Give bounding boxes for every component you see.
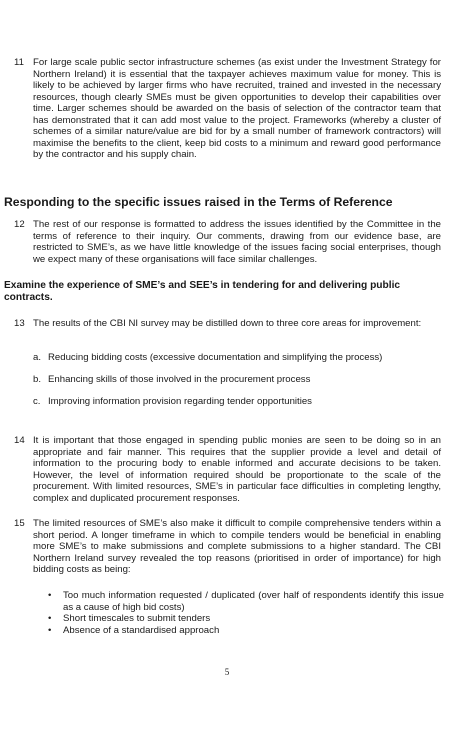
paragraph-15: The limited resources of SME’s also make it difficult to compile comprehensive tenders within a short period. A longer timeframe in which to compile tenders would be beneficial in enabling more SME’s to make submissions and complete submissions to a higher standard. The CBI Northern Ireland survey revealed the top reasons (prioritised in order of importance) for high bidding costs as being: — [33, 518, 441, 575]
page-number: 5 — [224, 667, 230, 677]
list-item-text: Reducing bidding costs (excessive documentation and simplifying the process) — [48, 352, 383, 363]
list-letter: c. — [33, 396, 41, 407]
list-letter: a. — [33, 352, 42, 363]
paragraph-number-13: 13 — [14, 318, 25, 329]
list-item-text: Enhancing skills of those involved in the procurement process — [48, 374, 311, 385]
paragraph-11: For large scale public sector infrastructure schemes (as exist under the Investment Strategy for Northern Ireland) it is essential that the taxpayer achieves maximum value for money. This is likely to be achieved by larger firms who have recruited, trained and invested in the necessary resources, though clearly SMEs must be given opportunities to develop their capabilities over time. Larger schemes should be awarded on the basis of selection of the contractor team that has demonstrated that it can add most value to the project. Frameworks (whereby a cluster of schemes of a similar nature/value are bid for by a small number of framework contractors) will maximise the benefits to the client, keep bid costs to a minimum and reward good performance by the contractor and his supply chain. — [33, 57, 441, 160]
paragraph-number-14: 14 — [14, 435, 25, 446]
bullet-item: • Absence of a standardised approach — [48, 625, 444, 637]
paragraph-number-15: 15 — [14, 518, 25, 529]
paragraph-number-11: 11 — [14, 57, 24, 68]
paragraph-14: It is important that those engaged in spending public monies are seen to be doing so in an appropriate and fair manner. This requires that the supplier provide a level and detail of information to the procuring body to enable informed and accurate decisions to be taken. However, the level of information required should be proportionate to the scale of the procurement. With limited resources, SME’s in particular face difficulties in completing lengthy, complex and duplicated procurement responses. — [33, 435, 441, 504]
bullet-item: • Short timescales to submit tenders — [48, 613, 444, 625]
paragraph-13: The results of the CBI NI survey may be distilled down to three core areas for improvement: — [33, 318, 422, 329]
section-heading-examine-experience: Examine the experience of SME’s and SEE’s in tendering for and delivering public contracts. — [4, 280, 401, 304]
bullet-item: • Too much information requested / duplicated (over half of respondents identify this issue as a cause of high bid costs) — [48, 590, 444, 613]
list-item-b — [33, 374, 310, 386]
list-letter: b. — [33, 374, 42, 385]
list-item-c — [33, 396, 312, 408]
section-heading-terms-of-reference: Responding to the specific issues raised in the Terms of Reference — [4, 195, 393, 209]
paragraph-number-12: 12 — [14, 219, 25, 230]
bullet-list-bid-cost-reasons — [48, 590, 444, 636]
paragraph-12: The rest of our response is formatted to address the issues identified by the Committee in the terms of reference to their inquiry. Our comments, drawing from our evidence base, are restricted to SME’s, as we have little knowledge of the issues facing social enterprises, though we expect many of these organisations will face similar challenges. — [33, 219, 441, 265]
list-item-text: Improving information provision regarding tender opportunities — [48, 396, 312, 407]
list-item-a — [33, 352, 382, 364]
